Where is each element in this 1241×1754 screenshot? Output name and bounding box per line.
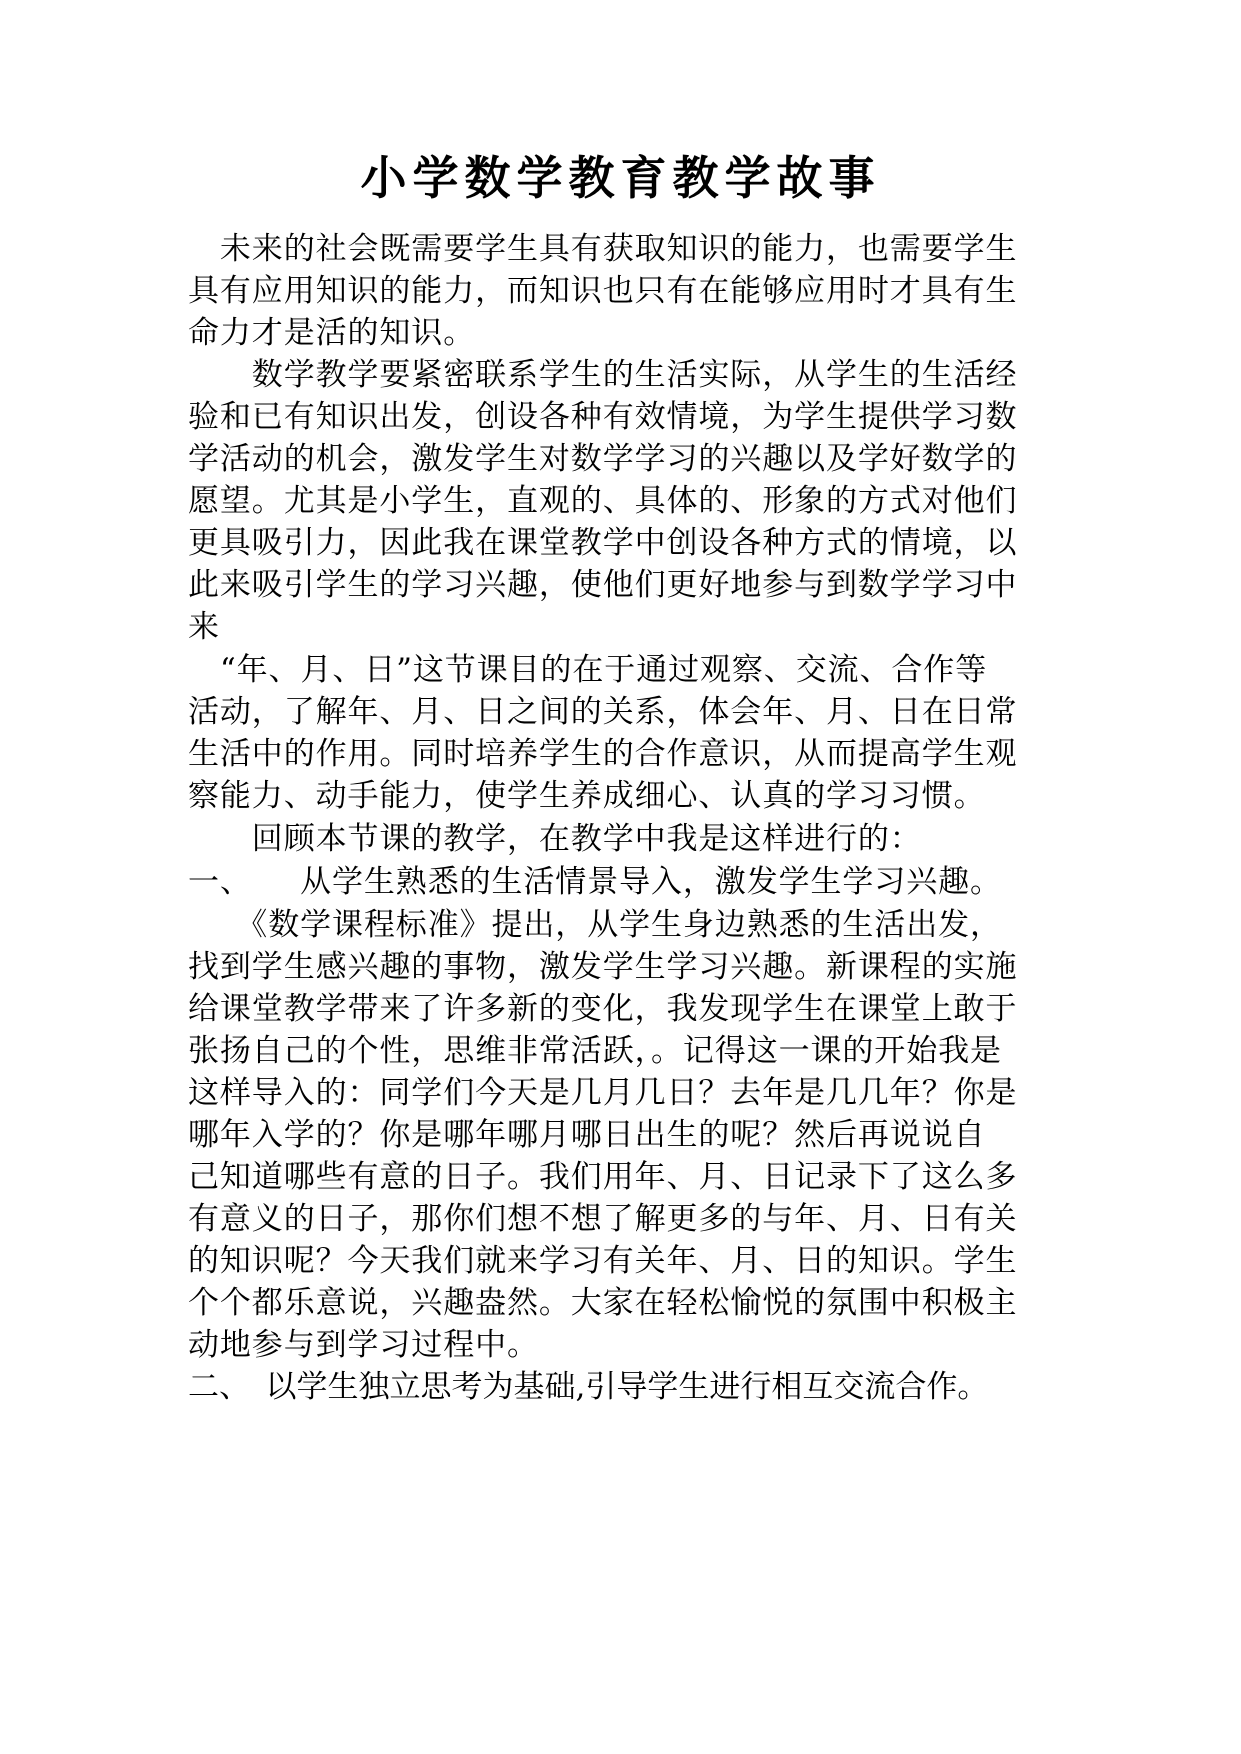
text-line: 给课堂教学带来了许多新的变化，我发现学生在课堂上敢于 (188, 991, 1018, 1027)
text-line: 生活中的作用。同时培养学生的合作意识，从而提高学生观 (188, 736, 1018, 772)
text-line: 数学教学要紧密联系学生的生活实际，从学生的生活经 (188, 357, 1018, 393)
text-line: 愿望。尤其是小学生，直观的、具体的、形象的方式对他们 (188, 483, 1018, 519)
text-line: 学活动的机会，激发学生对数学学习的兴趣以及学好数学的 (188, 441, 1018, 477)
text-line: 个个都乐意说，兴趣盎然。大家在轻松愉悦的氛围中积极主 (188, 1285, 1018, 1321)
page-title: 小学数学教育教学故事 (360, 151, 881, 205)
text-line: 找到学生感兴趣的事物，激发学生学习兴趣。新课程的实施 (188, 949, 1018, 985)
text-line: 更具吸引力，因此我在课堂教学中创设各种方式的情境，以 (188, 525, 1018, 561)
text-line: 一、 从学生熟悉的生活情景导入，激发学生学习兴趣。 (188, 864, 1002, 900)
text-line: 此来吸引学生的学习兴趣，使他们更好地参与到数学学习中 (188, 567, 1018, 603)
text-line: 的知识呢？今天我们就来学习有关年、月、日的知识。学生 (188, 1243, 1018, 1279)
text-line: 回顾本节课的教学，在教学中我是这样进行的： (188, 821, 922, 857)
text-line: 具有应用知识的能力，而知识也只有在能够应用时才具有生 (188, 273, 1018, 309)
text-line: 哪年入学的？你是哪年哪月哪日出生的呢？然后再说说自 (188, 1117, 986, 1153)
text-line: 来 (188, 609, 220, 645)
text-line: 《数学课程标准》提出，从学生身边熟悉的生活出发， (188, 907, 1002, 943)
text-line: 验和已有知识出发，创设各种有效情境，为学生提供学习数 (188, 399, 1018, 435)
text-line: 未来的社会既需要学生具有获取知识的能力，也需要学生 (188, 231, 1018, 267)
text-line: “年、月、日”这节课目的在于通过观察、交流、合作等 (188, 652, 988, 688)
text-line: 活动，了解年、月、日之间的关系，体会年、月、日在日常 (188, 694, 1018, 730)
text-line: 这样导入的：同学们今天是几月几日？去年是几几年？你是 (188, 1075, 1018, 1111)
text-line: 察能力、动手能力，使学生养成细心、认真的学习习惯。 (188, 778, 986, 814)
text-line: 命力才是活的知识。 (188, 315, 476, 351)
text-line: 二、 以学生独立思考为基础,引导学生进行相互交流合作。 (188, 1369, 989, 1405)
text-line: 有意义的日子，那你们想不想了解更多的与年、月、日有关 (188, 1201, 1018, 1237)
text-line: 动地参与到学习过程中。 (188, 1327, 539, 1363)
text-line: 己知道哪些有意的日子。我们用年、月、日记录下了这么多 (188, 1159, 1018, 1195)
text-line: 张扬自己的个性，思维非常活跃，。记得这一课的开始我是 (188, 1033, 1002, 1069)
